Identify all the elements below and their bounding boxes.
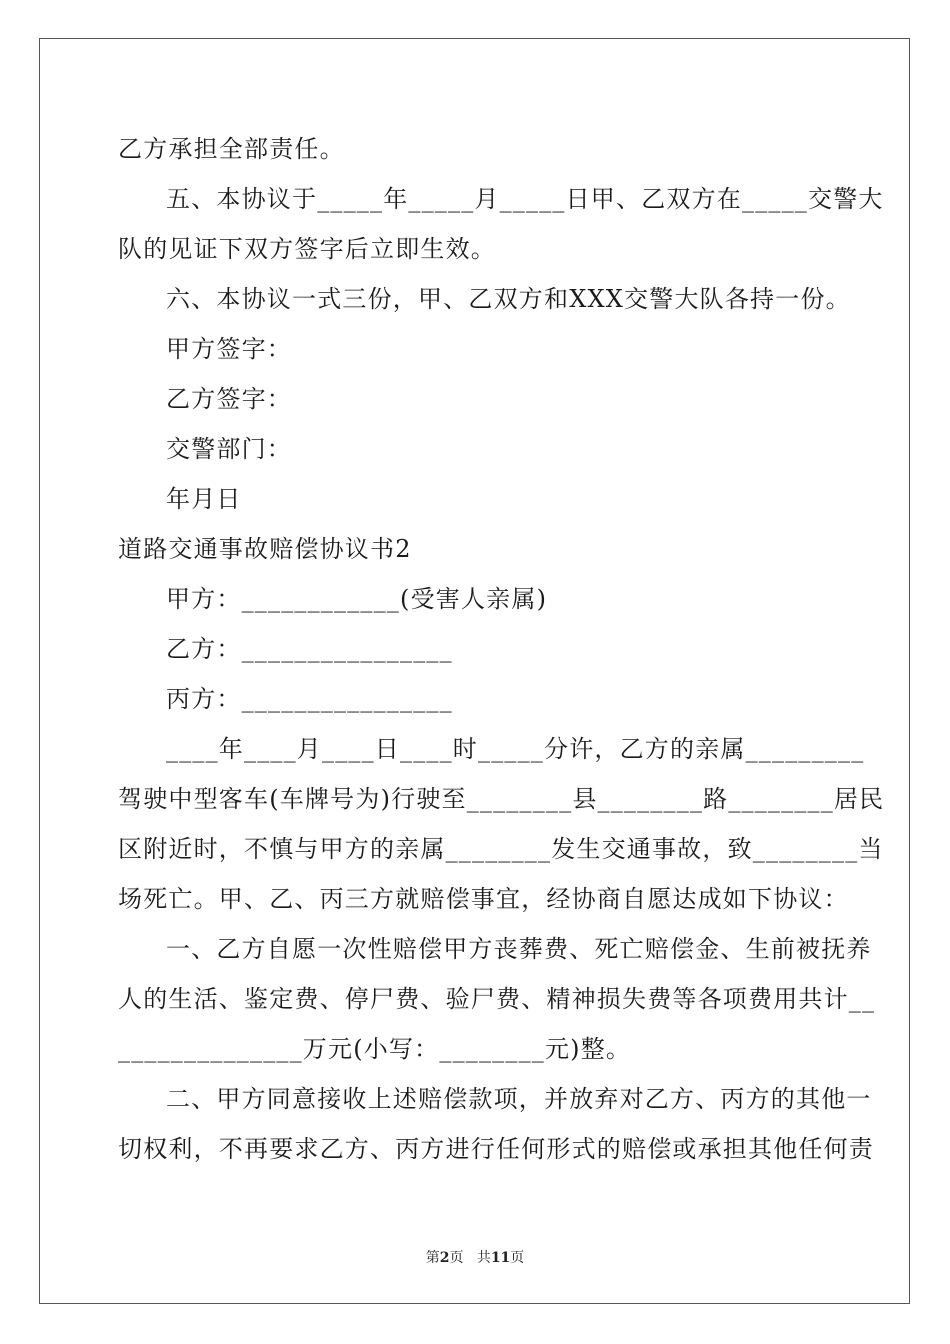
page-number-prefix: 第 xyxy=(425,1250,440,1266)
page-footer xyxy=(0,1247,950,1267)
paragraph-line: 二、甲方同意接收上述赔偿款项，并放弃对乙方、丙方的其他一 xyxy=(166,1085,872,1113)
paragraph-line: 一、乙方自愿一次性赔偿甲方丧葬费、死亡赔偿金、生前被抚养 xyxy=(166,935,872,963)
paragraph-line: 场死亡。甲、乙、丙三方就赔偿事宜，经协商自愿达成如下协议： xyxy=(118,885,849,913)
total-pages: 11 xyxy=(490,1250,511,1266)
paragraph-line: 乙方承担全部责任。 xyxy=(118,135,345,163)
paragraph-line: 人的生活、鉴定费、停尸费、验尸费、精神损失费等各项费用共计__ xyxy=(118,985,876,1013)
signature-line-party-b: 乙方签字： xyxy=(166,385,292,413)
section-title: 道路交通事故赔偿协议书2 xyxy=(118,535,412,563)
paragraph-line: 五、本协议于_____年_____月_____日甲、乙双方在_____交警大 xyxy=(166,185,884,213)
signature-line-party-a: 甲方签字： xyxy=(166,335,292,363)
signature-line-police: 交警部门： xyxy=(166,435,292,463)
document-body xyxy=(118,124,885,1174)
total-pages-prefix: 共 xyxy=(476,1250,491,1266)
date-line: 年月日 xyxy=(166,485,242,513)
paragraph-line: ____年____月____日____时_____分许，乙方的亲属_________ xyxy=(166,735,865,763)
paragraph-line: ______________万元(小写：________元)整。 xyxy=(118,1035,632,1063)
page-number-suffix: 页 xyxy=(449,1250,464,1266)
page-number: 2 xyxy=(439,1250,450,1266)
total-pages-suffix: 页 xyxy=(510,1250,525,1266)
party-a-line: 甲方：____________(受害人亲属) xyxy=(166,585,548,613)
paragraph-line: 六、本协议一式三份，甲、乙双方和XXX交警大队各持一份。 xyxy=(166,285,851,313)
paragraph-line: 队的见证下双方签字后立即生效。 xyxy=(118,235,496,263)
party-b-line: 乙方：________________ xyxy=(166,635,453,663)
paragraph-line: 切权利，不再要求乙方、丙方进行任何形式的赔偿或承担其他任何责 xyxy=(118,1135,874,1163)
party-c-line: 丙方：________________ xyxy=(166,685,453,713)
paragraph-line: 驾驶中型客车(车牌号为)行驶至________县________路________居民 xyxy=(118,785,885,813)
paragraph-line: 区附近时，不慎与甲方的亲属________发生交通事故，致________当 xyxy=(118,835,884,863)
